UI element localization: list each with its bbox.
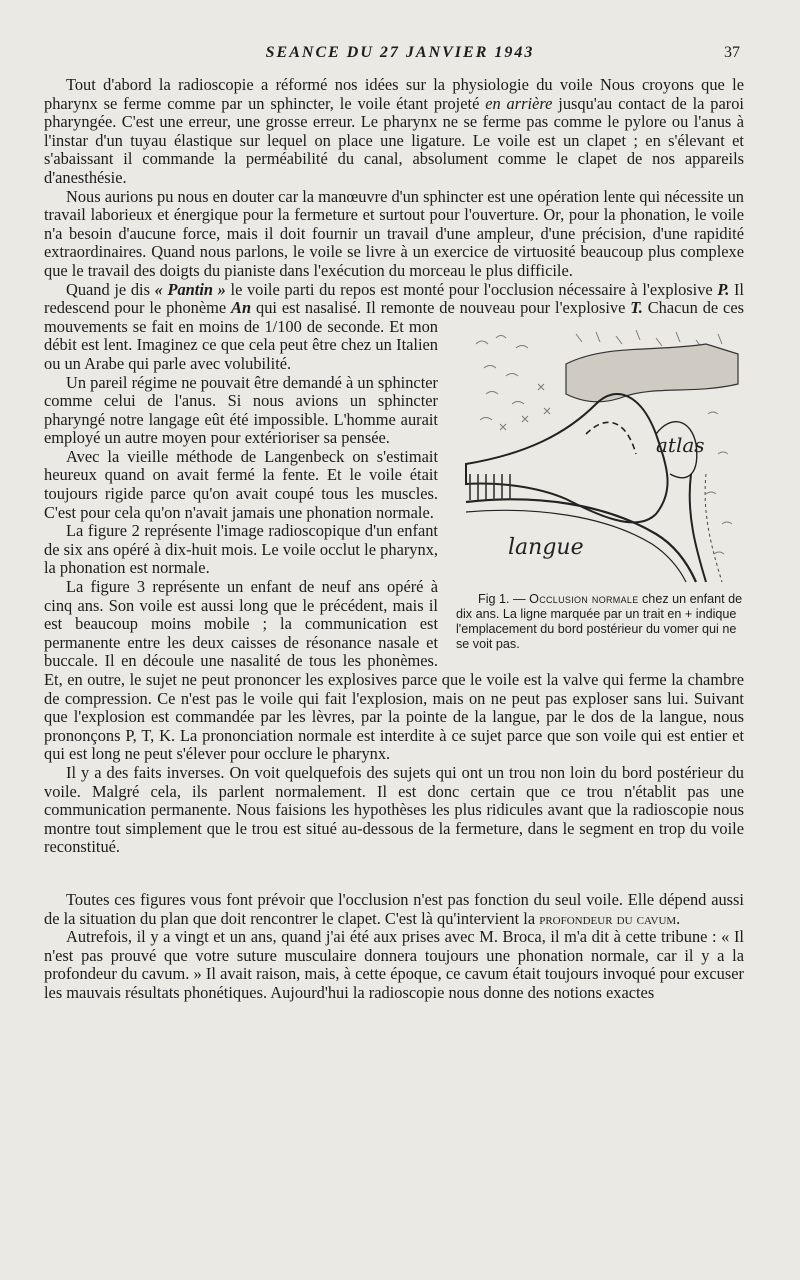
paragraph-4: Un pareil régime ne pouvait être demandé à un sphincter comme celui de l'anus. Si nous avions un sphincter pharyngé notre langage eût été impossible. L'homme aurait employé un autre moyen pour extérioriser sa pensée. (44, 372, 438, 448)
paragraph-6: La figure 2 représente l'image radioscopique d'un enfant de six ans opéré à dix-huit mois. Le voile occlut le pharynx, la phonation est normale. (44, 521, 438, 578)
label-atlas: atlas (656, 432, 705, 457)
page-number: 37 (724, 44, 740, 61)
paragraph-8: Il y a des faits inverses. On voit quelquefois des sujets qui ont un trou non loin du bord postérieur du voile. Malgré cela, ils parlent normalement. Il est donc certain que ce trou n'établit pas une communication permanente. Nous faisions les hypothèses les plus ridicules avant que la radioscopie nous montre tout simplement que le trou est situé au-dessous de la fermeture, dans le segment en trop du voile reconstitué. (44, 762, 744, 857)
running-title: SEANCE DU 27 JANVIER 1943 (265, 44, 535, 61)
paragraph-5: Avec la vieille méthode de Langenbeck on s'estimait heureux quand on avait fermé la fente. Et le voile était toujours rigide parce qu'on avait coupé tous les muscles. C'est pour cela qu'on n'avait jamais une phonation normale. (44, 446, 438, 522)
emphasis-an: An (231, 298, 252, 318)
paragraph-3: Quand je dis « Pantin » le voile parti du repos est monté pour l'occlusion nécessaire à l'explosive P. Il redescend pour le phonème An qui est nasalisé. Il remonte de nouveau pour l'explosive T. atlas langue Fig 1. — Occlusion normale chez un enfant de dix ans. La ligne marquée par un trait en + indique l'emplacement du bord postérieur du vomer qui ne se voit pas. Chacun de ces mouvements se fait en moins de 1/100 de seconde. Et mon débit est lent. Imaginez ce que cela peut être chez un Italien ou un Arabe qui parle avec volubilité. (44, 279, 744, 651)
body-text (44, 76, 744, 1003)
figure-caption: Fig 1. — Occlusion normale chez un enfant de dix ans. La ligne marquée par un trait en + indique l'emplacement du bord postérieur du vomer qui ne se voit pas. (456, 591, 743, 651)
emphasis-en-arriere: en arrière (485, 93, 553, 113)
paragraph-7: La figure 3 représente un enfant de neuf ans opéré à cinq ans. Son voile est aussi long que le précédent, mais il est beaucoup moins mobile ; la communication est permanente entre les deux caisses de résonance nasale et buccale. Il en découle une nasalité de tous les phonèmes. Et, en outre, le sujet ne peut prononcer les explosives parce que le voile est la valve qui ferme la chambre de compression. Ce n'est pas le voile qui fait l'explosion, mais on ne peut pas exploser sans lui. Suivant que l'explosion est commandée par les lèvres, par la pointe de la langue, par le dos de la langue, nous prononçons P, T, K. La prononciation normale est interdite à ce sujet parce que son voile qui est entier et qui est long ne peut s'élever pour occlure le pharynx. (44, 577, 744, 764)
emphasis-p: P. (717, 279, 730, 299)
figure-illustration (456, 324, 744, 584)
paragraph-1: Tout d'abord la radioscopie a réformé nos idées sur la physiologie du voile Nous croyons que le pharynx se ferme comme par un sphincter, le voile étant projeté en arrière jusqu'au contact de la paroi pharyngée. C'est une erreur, une grosse erreur. Le pharynx ne se ferme pas comme le pylore ou l'anus à l'instar d'un tuyau élastique sur lequel on place une ligature. Le voile est un clapet ; en s'élevant et s'abaissant il commande la perméabilité du canal, absolument comme le clapet de nos appareils d'anesthésie. (44, 75, 744, 187)
paragraph-10: Autrefois, il y a vingt et un ans, quand j'ai été aux prises avec M. Broca, il m'a dit à cette tribune : « Il n'est pas prouvé que votre suture musculaire donnera toujours une phonation normale, car il y a la profondeur du cavum. » Il avait raison, mais, à cette époque, ce cavum était toujours invoqué pour excuser les mauvais résultats phonétiques. Aujourd'hui la radioscopie nous donne des notions exactes (44, 927, 744, 1002)
figure-1 (456, 324, 744, 652)
emphasis-t: T. (630, 298, 643, 318)
page-header (60, 44, 740, 68)
paragraph-2: Nous aurions pu nous en douter car la manœuvre d'un sphincter est une opération lente qui nécessite un travail laborieux et énergique pour la fermeture et surtout pour l'ouverture. Or, pour la phonation, le voile n'a besoin d'aucune force, mais il doit fournir un travail d'une ampleur, d'une précision, d'une rapidité extraordinaires. Quand nous parlons, le voile se livre à un exercice de virtuosité beaucoup plus complexe que le travail des doigts du pianiste dans l'exécution du morceau le plus difficile. (44, 186, 744, 280)
label-langue: langue (508, 534, 584, 560)
small-caps-profondeur-du-cavum: profondeur du cavum (539, 908, 677, 928)
emphasis-pantin: « Pantin » (154, 279, 226, 299)
paragraph-9: Toutes ces figures vous font prévoir que l'occlusion n'est pas fonction du seul voile. Elle dépend aussi de la situation du plan que doit rencontrer le clapet. C'est là qu'intervient la profondeur du cavum. (44, 889, 744, 928)
